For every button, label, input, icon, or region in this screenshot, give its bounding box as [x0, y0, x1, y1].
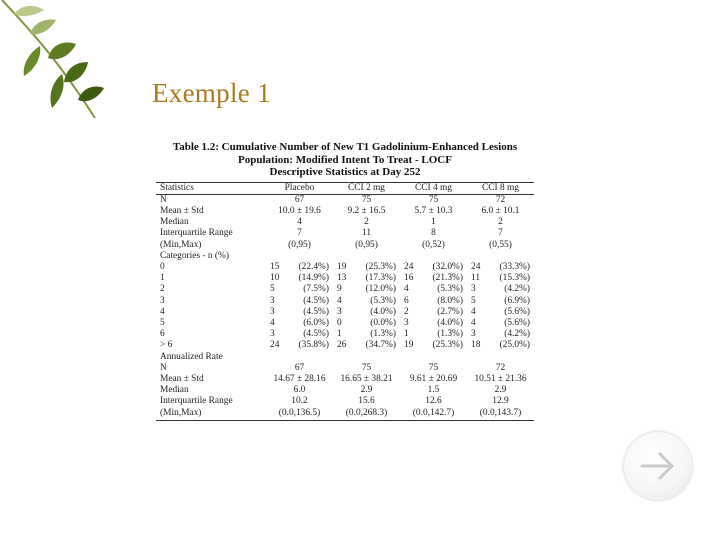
value-cell: 2.9 — [360, 385, 373, 396]
count-percent-cell — [400, 329, 467, 340]
table-row — [156, 240, 534, 251]
table-row — [156, 217, 534, 228]
row-label: Categories - n (%) — [160, 250, 229, 261]
row-label: 4 — [160, 306, 165, 317]
value-cell — [400, 251, 467, 262]
table-title — [156, 141, 534, 179]
percent-value: (4.5%) — [303, 329, 329, 340]
percent-value: (25.3%) — [432, 340, 463, 351]
table-row — [156, 206, 534, 217]
percent-value: (8.0%) — [437, 295, 463, 306]
percent-value: (4.2%) — [504, 329, 530, 340]
value-cell: 5.7 ± 10.3 — [414, 205, 453, 216]
count-value: 1 — [337, 329, 342, 340]
count-value: 5 — [270, 284, 275, 295]
value-cell — [266, 251, 333, 262]
count-value: 3 — [471, 329, 476, 340]
count-percent-cell — [400, 262, 467, 273]
value-cell: 67 — [294, 362, 305, 373]
value-cell: 67 — [294, 194, 305, 205]
count-value: 4 — [471, 306, 476, 317]
value-cell: 75 — [361, 362, 372, 373]
header-placebo: Placebo — [284, 182, 315, 193]
count-percent-cell — [266, 273, 333, 284]
value-cell: 75 — [428, 194, 439, 205]
percent-value: (12.0%) — [365, 284, 396, 295]
row-label: Mean ± Std — [160, 205, 204, 216]
value-cell: 72 — [495, 194, 506, 205]
percent-value: (4.5%) — [303, 295, 329, 306]
count-percent-cell — [467, 318, 534, 329]
value-cell: 10.0 ± 19.6 — [278, 205, 321, 216]
row-label: (Min,Max) — [160, 239, 202, 250]
count-value: 3 — [270, 295, 275, 306]
count-value: 19 — [404, 340, 414, 351]
percent-value: (4.5%) — [303, 306, 329, 317]
table-grid — [156, 182, 534, 421]
header-cci-8mg: CCI 8 mg — [482, 182, 519, 193]
percent-value: (4.2%) — [504, 284, 530, 295]
value-cell: (0.0,142.7) — [412, 407, 455, 418]
percent-value: (35.8%) — [298, 340, 329, 351]
table-row — [156, 262, 534, 273]
value-cell: 2 — [498, 217, 503, 228]
value-cell: (0,95) — [288, 239, 311, 250]
table-row — [156, 396, 534, 407]
table-row — [156, 195, 534, 206]
value-cell: (0.0,136.5) — [278, 407, 321, 418]
table-header-row — [156, 183, 534, 195]
count-percent-cell — [400, 296, 467, 307]
value-cell: (0,55) — [489, 239, 512, 250]
value-cell: 10.51 ± 21.36 — [474, 373, 527, 384]
count-value: 24 — [270, 340, 280, 351]
value-cell: 15.6 — [358, 396, 375, 407]
table-title-line: Descriptive Statistics at Day 252 — [269, 166, 421, 178]
value-cell: 6.0 — [293, 385, 306, 396]
value-cell: (0.0,268.3) — [345, 407, 388, 418]
table-section-row — [156, 251, 534, 262]
count-value: 10 — [270, 273, 280, 284]
count-value: 4 — [471, 317, 476, 328]
count-percent-cell — [467, 296, 534, 307]
percent-value: (4.0%) — [370, 306, 396, 317]
percent-value: (2.7%) — [437, 306, 463, 317]
percent-value: (5.3%) — [370, 295, 396, 306]
count-percent-cell — [467, 262, 534, 273]
statistics-table — [156, 141, 534, 421]
count-value: 1 — [404, 329, 409, 340]
percent-value: (25.0%) — [499, 340, 530, 351]
count-value: 2 — [404, 306, 409, 317]
count-percent-cell — [266, 284, 333, 295]
table-title-line: Population: Modified Intent To Treat - LOCF — [238, 153, 452, 166]
percent-value: (6.0%) — [303, 317, 329, 328]
row-label: Interquartile Range — [160, 396, 233, 407]
row-label: Interquartile Range — [160, 228, 233, 239]
count-percent-cell — [266, 340, 333, 351]
count-percent-cell — [400, 307, 467, 318]
count-percent-cell — [266, 307, 333, 318]
row-label: 6 — [160, 329, 165, 340]
value-cell — [266, 352, 333, 363]
percent-value: (22.4%) — [298, 261, 329, 272]
value-cell: 7 — [498, 228, 503, 239]
count-percent-cell — [266, 296, 333, 307]
percent-value: (7.5%) — [303, 284, 329, 295]
value-cell: 7 — [297, 228, 302, 239]
count-value: 11 — [471, 273, 481, 284]
table-bottom-rule — [156, 420, 534, 421]
count-value: 9 — [337, 284, 342, 295]
percent-value: (33.3%) — [499, 261, 530, 272]
count-value: 6 — [404, 295, 409, 306]
count-value: 13 — [337, 273, 347, 284]
value-cell: 75 — [361, 194, 372, 205]
table-row — [156, 284, 534, 295]
count-value: 3 — [471, 284, 476, 295]
value-cell: 12.9 — [492, 396, 509, 407]
table-row — [156, 385, 534, 396]
count-value: 0 — [337, 317, 342, 328]
count-value: 15 — [270, 261, 280, 272]
value-cell: 16.65 ± 38.21 — [340, 373, 393, 384]
count-percent-cell — [333, 296, 400, 307]
percent-value: (4.0%) — [437, 317, 463, 328]
percent-value: (34.7%) — [365, 340, 396, 351]
table-row — [156, 296, 534, 307]
value-cell: 9.2 ± 16.5 — [347, 205, 386, 216]
value-cell — [467, 251, 534, 262]
value-cell: 12.6 — [425, 396, 442, 407]
count-value: 3 — [270, 329, 275, 340]
count-percent-cell — [333, 307, 400, 318]
row-label: Annualized Rate — [160, 351, 223, 362]
value-cell: 8 — [431, 228, 436, 239]
table-row — [156, 307, 534, 318]
leaf-branch-icon — [0, 0, 130, 130]
next-slide-button[interactable] — [624, 432, 692, 500]
count-value: 24 — [471, 261, 481, 272]
count-percent-cell — [400, 284, 467, 295]
value-cell: 2 — [364, 217, 369, 228]
count-percent-cell — [467, 340, 534, 351]
count-percent-cell — [467, 329, 534, 340]
count-percent-cell — [333, 340, 400, 351]
percent-value: (5.6%) — [504, 306, 530, 317]
percent-value: (5.6%) — [504, 317, 530, 328]
percent-value: (0.0%) — [370, 317, 396, 328]
table-row — [156, 329, 534, 340]
count-percent-cell — [467, 284, 534, 295]
value-cell: 6.0 ± 10.1 — [481, 205, 520, 216]
count-value: 3 — [404, 317, 409, 328]
value-cell: 10.2 — [291, 396, 308, 407]
value-cell — [467, 352, 534, 363]
row-label: 3 — [160, 295, 165, 306]
value-cell: 9.61 ± 20.69 — [409, 373, 458, 384]
count-value: 5 — [471, 295, 476, 306]
row-label: Median — [160, 217, 189, 228]
value-cell: 11 — [361, 228, 372, 239]
row-label: N — [160, 362, 167, 373]
row-label: > 6 — [160, 340, 173, 351]
table-title-line: Table 1.2: Cumulative Number of New T1 Gadolinium-Enhanced Lesions — [172, 141, 518, 153]
value-cell — [333, 352, 400, 363]
table-body — [156, 195, 534, 419]
count-value: 26 — [337, 340, 347, 351]
slide-title: Exemple 1 — [152, 78, 271, 108]
percent-value: (14.9%) — [298, 273, 329, 284]
value-cell: 2.9 — [494, 385, 507, 396]
row-label: N — [160, 194, 167, 205]
count-value: 4 — [337, 295, 342, 306]
count-value: 3 — [270, 306, 275, 317]
table-row — [156, 363, 534, 374]
count-percent-cell — [400, 318, 467, 329]
arrow-right-icon — [638, 446, 678, 486]
count-percent-cell — [467, 307, 534, 318]
count-value: 3 — [337, 306, 342, 317]
table-row — [156, 228, 534, 239]
count-percent-cell — [400, 340, 467, 351]
count-percent-cell — [266, 318, 333, 329]
header-statistics: Statistics — [160, 182, 194, 193]
percent-value: (21.3%) — [432, 273, 463, 284]
count-percent-cell — [467, 273, 534, 284]
row-label: 5 — [160, 317, 165, 328]
percent-value: (25.3%) — [365, 261, 396, 272]
value-cell: 75 — [428, 362, 439, 373]
count-percent-cell — [333, 273, 400, 284]
row-label: (Min,Max) — [160, 407, 202, 418]
percent-value: (6.9%) — [504, 295, 530, 306]
count-percent-cell — [266, 262, 333, 273]
value-cell: (0,52) — [422, 239, 445, 250]
percent-value: (32.0%) — [432, 261, 463, 272]
row-label: 1 — [160, 273, 165, 284]
table-row — [156, 273, 534, 284]
percent-value: (1.3%) — [437, 329, 463, 340]
percent-value: (15.3%) — [499, 273, 530, 284]
value-cell: 1.5 — [427, 385, 440, 396]
table-row — [156, 318, 534, 329]
value-cell: (0,95) — [355, 239, 378, 250]
percent-value: (5.3%) — [437, 284, 463, 295]
count-value: 18 — [471, 340, 481, 351]
percent-value: (1.3%) — [370, 329, 396, 340]
count-value: 4 — [404, 284, 409, 295]
count-percent-cell — [333, 284, 400, 295]
count-value: 24 — [404, 261, 414, 272]
value-cell: (0.0,143.7) — [479, 407, 522, 418]
value-cell — [333, 251, 400, 262]
table-row — [156, 374, 534, 385]
table-row — [156, 408, 534, 419]
table-section-row — [156, 352, 534, 363]
value-cell: 14.67 ± 28.16 — [273, 373, 326, 384]
count-value: 4 — [270, 317, 275, 328]
count-percent-cell — [266, 329, 333, 340]
row-label: 0 — [160, 261, 165, 272]
count-value: 19 — [337, 261, 347, 272]
count-percent-cell — [400, 273, 467, 284]
value-cell — [400, 352, 467, 363]
value-cell: 4 — [297, 217, 302, 228]
percent-value: (17.3%) — [365, 273, 396, 284]
table-row — [156, 340, 534, 351]
row-label: Mean ± Std — [160, 373, 204, 384]
header-cci-2mg: CCI 2 mg — [348, 182, 385, 193]
value-cell: 72 — [495, 362, 506, 373]
count-value: 16 — [404, 273, 414, 284]
row-label: 2 — [160, 284, 165, 295]
count-percent-cell — [333, 329, 400, 340]
header-cci-4mg: CCI 4 mg — [415, 182, 452, 193]
count-percent-cell — [333, 262, 400, 273]
value-cell: 1 — [431, 217, 436, 228]
row-label: Median — [160, 385, 189, 396]
count-percent-cell — [333, 318, 400, 329]
